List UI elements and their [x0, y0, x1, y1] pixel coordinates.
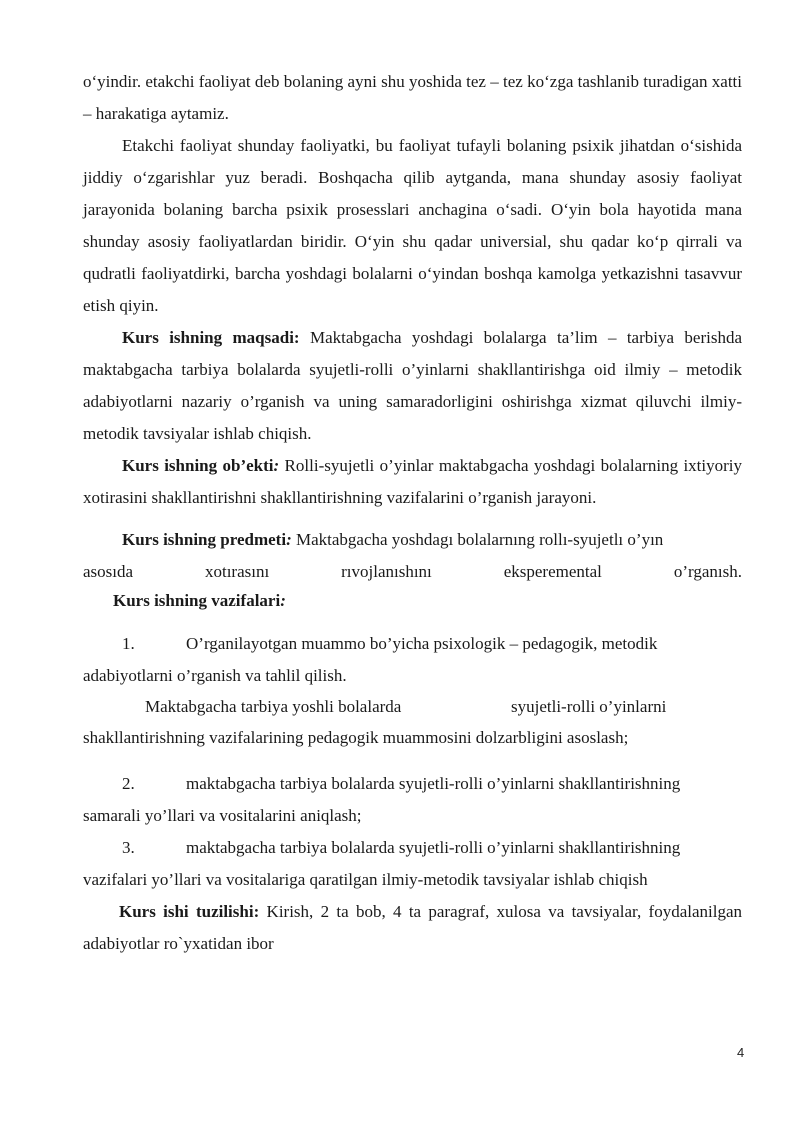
- list-item-number: 3.: [122, 838, 135, 857]
- sub-item-line1: [83, 692, 742, 722]
- list-item-1: [83, 628, 742, 692]
- predmet-label: Kurs ishning predmeti: [122, 530, 287, 549]
- list-item-2: [83, 768, 742, 832]
- obekt-text: Rolli-syujetli o’yinlar maktabgacha yoshdagi bolalarning ixtiyoriy xotirasini shakllantirishni shakllantirishning vazifalarini o’rganish jarayoni.: [83, 456, 742, 507]
- sub-item-right: syujetli-rolli o’yinlarni: [511, 697, 667, 716]
- obekt-colon: :: [273, 456, 280, 475]
- page-number: 4: [737, 1045, 745, 1060]
- sub-item-line2: shakllantirishning vazifalarining pedagogik muammosini dolzarbligini asoslash;: [83, 728, 629, 747]
- list-item-line2: adabiyotlarni o’rganish va tahlil qilish.: [83, 666, 347, 685]
- predmet-word: asosıda: [83, 562, 134, 581]
- list-item-line1: maktabgacha tarbiya bolalarda syujetli-rolli o’yinlarni shakllantirishning: [186, 838, 681, 857]
- vazifalar-label: Kurs ishning vazifalari: [113, 591, 281, 610]
- predmet-text: Maktabgacha yoshdagı bolalarnıng rollı-syujetlı o’yın: [291, 530, 664, 549]
- paragraph-predmet: [83, 524, 742, 556]
- list-item-line1: maktabgacha tarbiya bolalarda syujetli-rolli o’yinlarni shakllantirishning: [186, 774, 681, 793]
- predmet-word: o’rganısh.: [673, 562, 742, 581]
- predmet-colon: :: [286, 530, 292, 549]
- tuzilish-label: Kurs ishi tuzilishi:: [119, 902, 260, 921]
- predmet-word: xotırasını: [204, 562, 270, 581]
- maqsad-label: Kurs ishning maqsadi:: [122, 328, 300, 347]
- vazifalar-heading: [113, 588, 742, 614]
- list-item-number: 2.: [122, 774, 135, 793]
- list-item-line2: samarali yo’llari va vositalarini aniqlash;: [83, 806, 362, 825]
- tuzilish-text: Kirish, 2 ta bob, 4 ta paragraf, xulosa va tavsiyalar, foydalanilgan adabiyotlar ro`yxatidan ibor: [83, 902, 742, 953]
- paragraph-maqsad: [83, 322, 742, 450]
- predmet-line-two: [83, 556, 742, 588]
- vazifalar-colon: :: [280, 591, 286, 610]
- list-item-line2: vazifalari yo’llari va vositalariga qaratilgan ilmiy-metodik tavsiyalar ishlab chiqish: [83, 870, 648, 889]
- sub-item-left: Maktabgacha tarbiya yoshli bolalarda: [145, 697, 402, 716]
- paragraph-etakchi-faoliyat: Etakchi faoliyat shunday faoliyatki, bu faoliyat tufayli bolaning psixik jihatdan o‘sishida jiddiy o‘zgarishlar yuz beradi. Boshqacha qilib aytganda, mana shunday asosiy faoliyat jarayonida bolaning barcha psixik prosesslari anchagina o‘sadi. O‘yin bola hayotida mana shunday asosiy faoliyatlardan biridir. O‘yin shu qadar universial, shu qadar ko‘p qirrali va qudratli faoliyatdirki, barcha yoshdagi bolalarni o‘yindan boshqa kamolga yetkazishni tasavvur etish qiyin.: [83, 136, 742, 315]
- paragraph-tuzilish: [83, 896, 742, 960]
- page-content: [83, 66, 742, 960]
- predmet-word: rıvojlanıshını: [341, 562, 432, 581]
- predmet-word: eksperemental: [503, 562, 602, 581]
- list-item-3: [83, 832, 742, 896]
- obekt-label: Kurs ishning ob’ekti: [122, 456, 274, 475]
- paragraph-obekt: [83, 450, 742, 514]
- maqsad-text: Maktabgacha yoshdagi bolalarga ta’lim – tarbiya berishda maktabgacha tarbiya bolalarda syujetli-rolli o’yinlarni shakllantirishga oid ilmiy – metodik adabiyotlarni nazariy o’rganish va uning samaradorligini oshirishga xizmat qiluvchi ilmiy-metodik tavsiyalar ishlab chiqish.: [83, 328, 742, 443]
- list-item-number: 1.: [122, 634, 135, 653]
- paragraph-intro: o‘yindir. etakchi faoliyat deb bolaning ayni shu yoshida tez – tez ko‘zga tashlanib turadigan xatti – harakatiga aytamiz.: [83, 72, 742, 123]
- list-item-line1: O’rganilayotgan muammo bo’yicha psixologik – pedagogik, metodik: [186, 634, 658, 653]
